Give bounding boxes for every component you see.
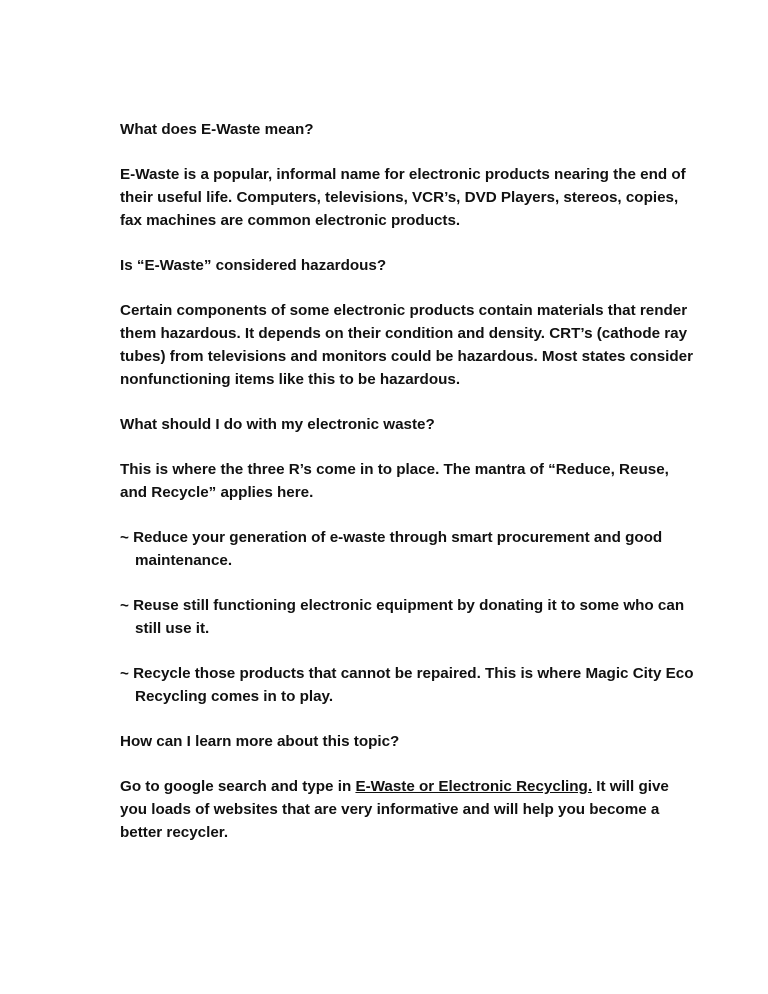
question-what-to-do: What should I do with my electronic waste? [120, 416, 435, 433]
bullet-reduce: ~ Reduce your generation of e-waste through smart procurement and good maintenance. [120, 529, 663, 569]
bullet-recycle: ~ Recycle those products that cannot be repaired. This is where Magic City Eco Recycling comes in to play. [120, 665, 694, 705]
question-what-is-ewaste: What does E-Waste mean? [120, 121, 314, 138]
answer-learn-more [120, 775, 695, 844]
ewaste-search-link[interactable]: E-Waste or Electronic Recycling. [355, 778, 593, 795]
question-is-ewaste-hazardous: Is “E-Waste” considered hazardous? [120, 257, 387, 274]
bullet-reuse: ~ Reuse still functioning electronic equipment by donating it to some who can still use it. [120, 597, 685, 637]
answer-what-to-do: This is where the three R’s come in to place. The mantra of “Reduce, Reuse, and Recycle” applies here. [120, 461, 669, 501]
answer-what-is-ewaste: E-Waste is a popular, informal name for electronic products nearing the end of their useful life. Computers, televisions, VCR’s, DVD Players, stereos, copies, fax machines are common electronic products. [120, 166, 686, 229]
question-learn-more: How can I learn more about this topic? [120, 733, 400, 750]
document-body [120, 118, 695, 866]
answer-is-ewaste-hazardous: Certain components of some electronic products contain materials that render them hazardous. It depends on their condition and density. CRT’s (cathode ray tubes) from televisions and monitors could be hazardous. Most states consider nonfunctioning items like this to be hazardous. [120, 302, 694, 388]
answer-learn-more-text-after: It will give you loads of websites that are very informative and will help you become a better recycler. [120, 778, 669, 841]
answer-learn-more-text-before: Go to google search and type in [120, 778, 356, 795]
